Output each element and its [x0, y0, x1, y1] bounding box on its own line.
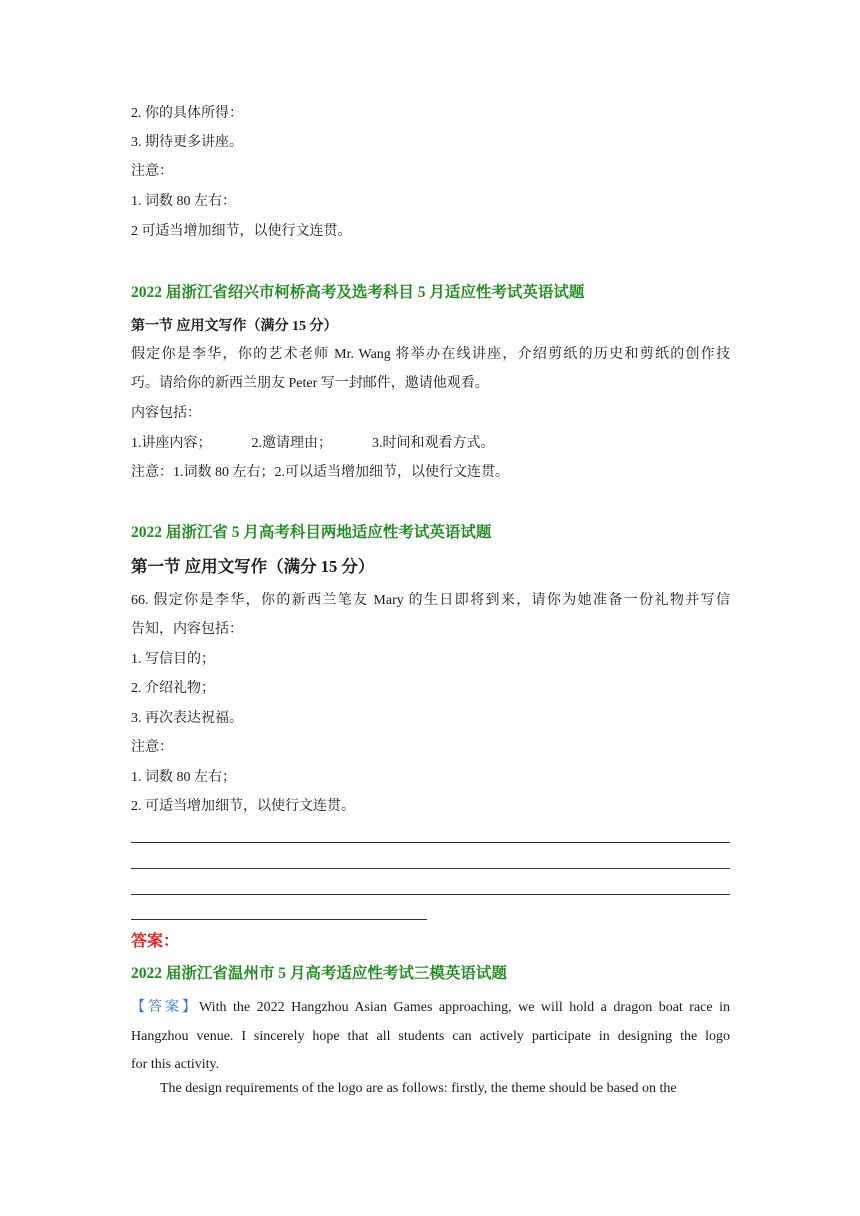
answer-line — [131, 894, 730, 895]
content-item: 1.讲座内容； — [131, 436, 212, 451]
note-item: 2. 可适当增加细节，以使行文连贯。 — [131, 799, 355, 814]
section-subtitle: 第一节 应用文写作（满分 15 分） — [131, 557, 375, 576]
section-title: 2022 届浙江省 5 月高考科目两地适应性考试英语试题 — [131, 524, 492, 541]
notes-label: 注意： — [131, 164, 173, 179]
answers-label: 答案： — [131, 933, 180, 950]
section-subtitle: 第一节 应用文写作（满分 15 分） — [131, 319, 338, 334]
list-item: 3. 再次表达祝福。 — [131, 711, 243, 726]
prompt-text: 假定你是李华，你的艺术老师 Mr. Wang 将举办在线讲座，介绍剪纸的历史和剪纸的创作技 — [131, 347, 730, 362]
content-item: 2.邀请理由； — [251, 436, 332, 451]
content-items — [131, 434, 495, 454]
section-title: 2022 届浙江省绍兴市柯桥高考及选考科目 5 月适应性考试英语试题 — [131, 284, 585, 301]
answer-paragraph-line — [131, 998, 730, 1018]
list-item: 1. 写信目的； — [131, 652, 215, 667]
notes-label: 注意： — [131, 740, 173, 755]
content-item: 3.时间和观看方式。 — [372, 436, 495, 451]
note-item: 1. 词数 80 左右： — [131, 194, 236, 209]
prompt-text: 66. 假定你是李华，你的新西兰笔友 Mary 的生日即将到来，请你为她准备一份礼物并写信 — [131, 593, 730, 608]
answer-line — [131, 868, 730, 869]
content-label: 内容包括： — [131, 406, 201, 421]
answer-text: The design requirements of the logo are as follows: firstly, the theme should be based on the — [160, 1081, 677, 1096]
list-item: 2. 介绍礼物； — [131, 681, 215, 696]
list-item: 3. 期待更多讲座。 — [131, 135, 243, 150]
note-item: 1. 词数 80 左右； — [131, 770, 236, 785]
answer-text: Hangzhou venue. I sincerely hope that all students can actively participate in designing the logo — [131, 1029, 730, 1044]
list-item: 2. 你的具体所得： — [131, 106, 243, 121]
answer-line — [131, 919, 427, 920]
answer-line — [131, 842, 730, 843]
answer-text: With the 2022 Hangzhou Asian Games approaching, we will hold a dragon boat race in — [199, 1000, 731, 1015]
prompt-text: 巧。请给你的新西兰朋友 Peter 写一封邮件，邀请他观看。 — [131, 376, 489, 391]
prompt-text: 告知，内容包括： — [131, 622, 243, 637]
section-title: 2022 届浙江省温州市 5 月高考适应性考试三模英语试题 — [131, 965, 507, 982]
answer-text: for this activity. — [131, 1057, 220, 1072]
answer-tag: 【答案】 — [131, 1000, 200, 1015]
notes-text: 注意：1.词数 80 左右；2.可以适当增加细节，以使行文连贯。 — [131, 465, 509, 480]
note-item: 2 可适当增加细节，以使行文连贯。 — [131, 224, 352, 239]
